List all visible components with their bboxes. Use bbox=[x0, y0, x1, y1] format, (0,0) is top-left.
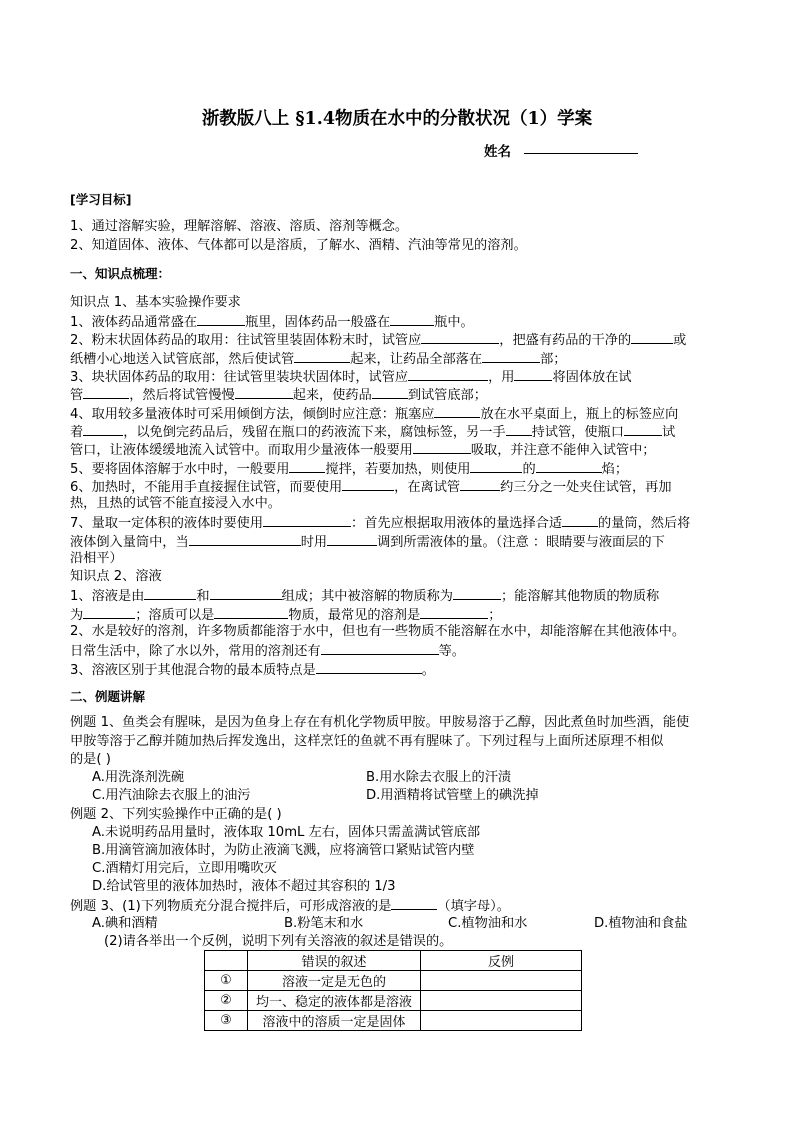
blank[interactable] bbox=[390, 312, 434, 326]
blank[interactable] bbox=[391, 896, 437, 910]
blank[interactable] bbox=[482, 349, 540, 363]
blank[interactable] bbox=[294, 349, 350, 363]
ex2-option-a: A.未说明药品用量时，液体取 10mL 左右，固体只需盖满试管底部 bbox=[92, 825, 481, 840]
ex3-option-d: D.植物油和食盐 bbox=[594, 916, 688, 931]
kp1-title: 知识点 1、基本实验操作要求 bbox=[70, 295, 241, 310]
goal-2: 2、知道固体、液体、气体都可以是溶质，了解水、酒精、汽油等常见的溶剂。 bbox=[70, 238, 527, 253]
counterexample-table bbox=[204, 950, 582, 1031]
page-title: 浙教版八上 §1.4物质在水中的分散状况（1）学案 bbox=[201, 109, 593, 129]
blank[interactable] bbox=[197, 312, 245, 326]
blank[interactable] bbox=[263, 513, 351, 527]
blank[interactable] bbox=[506, 422, 532, 436]
blank[interactable] bbox=[342, 477, 394, 491]
ex2-option-c: C.酒精灯用完后，立即用嘴吹灭 bbox=[92, 861, 277, 876]
part2-header: 二、例题讲解 bbox=[70, 689, 146, 704]
blank[interactable] bbox=[235, 385, 293, 399]
kp2-item1-cont: 为 ；溶质可以是 物质，最常见的溶剂是 ； bbox=[70, 605, 501, 625]
table-header: 错误的叙述 bbox=[248, 951, 421, 971]
blank[interactable] bbox=[83, 605, 135, 619]
kp2-item1: 1、溶液是由 和 组成；其中被溶解的物质称为 ；能溶解其他物质的物质称 bbox=[70, 586, 659, 606]
answer-cell[interactable] bbox=[421, 1011, 582, 1031]
kp1-item6-cont: 热，且热的试管不能直接浸入水中。 bbox=[70, 496, 281, 511]
kp1-item2: 2、粉末状固体药品的取用：往试管里装固体粉末时，试管应 ，把盛有药品的干净的 或 bbox=[70, 330, 686, 350]
blank[interactable] bbox=[289, 459, 325, 473]
row-number: ① bbox=[205, 971, 248, 991]
kp1-item1: 1、液体药品通常盛在 瓶里，固体药品一般盛在 瓶中。 bbox=[70, 312, 474, 332]
part1-header: 一、知识点梳理： bbox=[70, 266, 171, 281]
kp1-item7-cont2: 沿相平） bbox=[70, 551, 123, 566]
kp2-item2: 2、水是较好的溶剂，许多物质都能溶于水中，但也有一些物质不能溶解在水中，却能溶解在其他液体中。 bbox=[70, 624, 686, 639]
blank[interactable] bbox=[536, 459, 602, 473]
blank[interactable] bbox=[470, 459, 522, 473]
kp1-item4-cont2: 管口，让液体缓缓地流入试管中。而取用少量液体一般要用 吸取，并注意不能伸入试管中； bbox=[70, 440, 656, 460]
name-blank[interactable] bbox=[524, 153, 638, 154]
statement-cell: 均一、稳定的液体都是溶液 bbox=[248, 991, 421, 1011]
kp1-item4: 4、取用较多量液体时可采用倾倒方法，倾倒时应注意：瓶塞应 放在水平桌面上，瓶上的标签应向 bbox=[70, 404, 678, 424]
kp1-item7-cont: 液体倒入量筒中，当 时用 调到所需液体的量。（注意 ：眼睛要与液面层的下 bbox=[70, 532, 665, 552]
kp1-item4-cont: 着 ，以免倒完药品后，残留在瓶口的药液流下来，腐蚀标签，另一手 持试管，使瓶口 试 bbox=[70, 422, 675, 442]
ex1-option-c: C.用汽油除去衣服上的油污 bbox=[92, 788, 251, 803]
blank[interactable] bbox=[321, 641, 439, 655]
blank[interactable] bbox=[514, 367, 552, 381]
ex3-option-a: A.碘和酒精 bbox=[92, 916, 158, 931]
ex1-line2: 甲胺等溶于乙醇并随加热后挥发逸出，这样烹饪的鱼就不再有腥味了。下列过程与上面所述原理不相似 bbox=[70, 734, 664, 749]
blank[interactable] bbox=[372, 385, 408, 399]
kp1-item3-cont: 管 ，然后将试管慢慢 起来，使药品 到试管底部； bbox=[70, 385, 487, 405]
ex2-question: 例题 2、下列实验操作中正确的是( ) bbox=[70, 807, 282, 822]
blank[interactable] bbox=[562, 513, 598, 527]
row-number: ③ bbox=[205, 1011, 248, 1031]
table-header: 反例 bbox=[421, 951, 582, 971]
table-row bbox=[205, 971, 582, 991]
blank[interactable] bbox=[327, 532, 377, 546]
goal-1: 1、通过溶解实验，理解溶解、溶液、溶质、溶剂等概念。 bbox=[70, 219, 409, 234]
ex1-option-d: D.用酒精将试管壁上的碘洗掉 bbox=[366, 788, 539, 803]
kp1-item7: 7、量取一定体积的液体时要使用 ：首先应根据取用液体的量选择合适 的量筒，然后将 bbox=[70, 513, 690, 533]
blank[interactable] bbox=[434, 404, 480, 418]
blank[interactable] bbox=[460, 477, 500, 491]
statement-cell: 溶液中的溶质一定是固体 bbox=[248, 1011, 421, 1031]
blank[interactable] bbox=[413, 440, 471, 454]
kp2-title: 知识点 2、溶液 bbox=[70, 569, 162, 584]
blank[interactable] bbox=[83, 385, 129, 399]
name-label: 姓名 bbox=[484, 144, 511, 160]
goals-header: [学习目标] bbox=[70, 192, 132, 207]
blank[interactable] bbox=[83, 422, 123, 436]
ex1-option-b: B.用水除去衣服上的汗渍 bbox=[366, 770, 512, 785]
blank[interactable] bbox=[631, 330, 673, 344]
ex2-option-b: B.用滴管滴加液体时，为防止液滴飞溅，应将滴管口紧贴试管内壁 bbox=[92, 843, 475, 858]
ex3-question: 例题 3、(1)下列物质充分混合搅拌后，可形成溶液的是 （填字母）。 bbox=[70, 896, 510, 916]
ex1-line3: 的是( ) bbox=[70, 752, 111, 767]
ex3-option-c: C.植物油和水 bbox=[448, 916, 528, 931]
kp1-item5: 5、要将固体溶解于水中时，一般要用 搅拌，若要加热，则使用 的 焰； bbox=[70, 459, 628, 479]
blank[interactable] bbox=[624, 422, 662, 436]
kp2-item2-cont: 日常生活中，除了水以外，常用的溶剂还有 等。 bbox=[70, 641, 465, 661]
answer-cell[interactable] bbox=[421, 971, 582, 991]
blank[interactable] bbox=[189, 532, 301, 546]
blank[interactable] bbox=[453, 586, 501, 600]
ex1-line1: 例题 1、鱼类会有腥味，是因为鱼身上存在有机化学物质甲胺。甲胺易溶于乙醇，因此煮鱼时加些酒，能使 bbox=[70, 715, 690, 730]
kp1-item2-cont: 纸槽小心地送入试管底部，然后使试管 起来，让药品全部落在 部； bbox=[70, 349, 566, 369]
ex1-option-a: A.用洗涤剂洗碗 bbox=[92, 770, 185, 785]
blank[interactable] bbox=[144, 586, 196, 600]
kp1-item3: 3、块状固体药品的取用：往试管里装块状固体时，试管应 ，用 将固体放在试 bbox=[70, 367, 632, 387]
table-header bbox=[205, 951, 248, 971]
blank[interactable] bbox=[316, 660, 422, 674]
ex2-option-d: D.给试管里的液体加热时，液体不超过其容积的 1/3 bbox=[92, 879, 396, 894]
table-header-row bbox=[205, 951, 582, 971]
kp1-item6: 6、加热时，不能用手直接握住试管，而要使用 ，在离试管 约三分之一处夹住试管，再加 bbox=[70, 477, 672, 497]
blank[interactable] bbox=[420, 605, 488, 619]
row-number: ② bbox=[205, 991, 248, 1011]
blank[interactable] bbox=[408, 367, 488, 381]
statement-cell: 溶液一定是无色的 bbox=[248, 971, 421, 991]
ex3-part2: (2)请各举出一个反例，说明下列有关溶液的叙述是错误的。 bbox=[104, 934, 453, 949]
ex3-option-b: B.粉笔末和水 bbox=[284, 916, 364, 931]
table-row bbox=[205, 1011, 582, 1031]
kp2-item3: 3、溶液区别于其他混合物的最本质特点是 。 bbox=[70, 660, 435, 680]
table-row bbox=[205, 991, 582, 1011]
blank[interactable] bbox=[421, 330, 499, 344]
answer-cell[interactable] bbox=[421, 991, 582, 1011]
blank[interactable] bbox=[210, 586, 282, 600]
blank[interactable] bbox=[214, 605, 288, 619]
